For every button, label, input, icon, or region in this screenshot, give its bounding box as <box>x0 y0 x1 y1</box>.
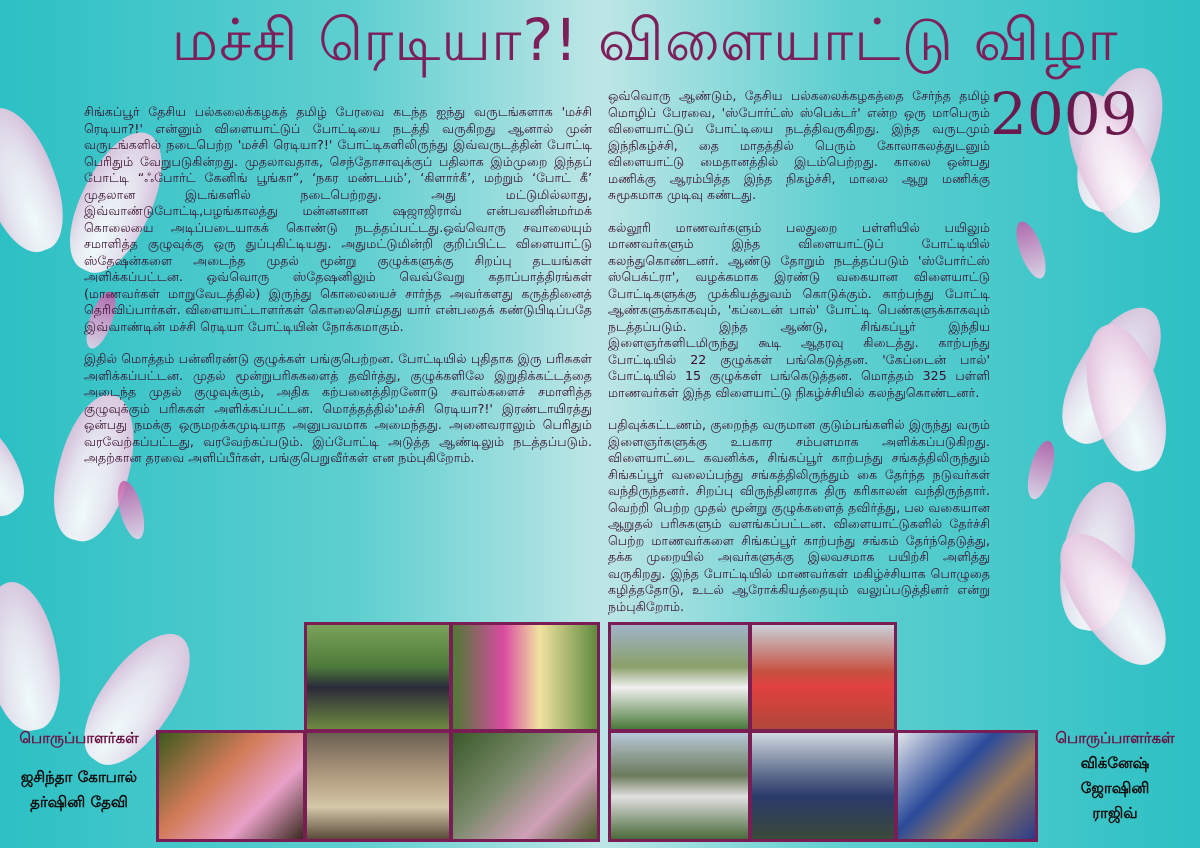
costume-photo <box>450 622 600 732</box>
right-credit-name-1: விக்னேஷ் <box>1080 754 1150 772</box>
right-paragraph-1: ஒவ்வொரு ஆண்டும், தேசிய பல்கலைக்கழகத்தை சேர்ந்த தமிழ் மொழிப் பேரவை, 'ஸ்போர்ட்ஸ் ஸ்பெக்டர்' என்ற ஒரு மாபெரும் விளையாட்டுப் போட்டியை நடத்திவருகிறது. இந்த வருடமும் இந்நிகழ்ச்சி, தை மாதத்தில் பெரும் கோலாகலத்துடனும் விளையாட்டு மைதானத்தில் இடம்பெற்றது. காலை ஒன்பது மணிக்கு ஆரம்பித்த இந்த நிகழ்ச்சி, மாலை ஆறு மணிக்கு சுமூகமாக முடிவு கண்டது. <box>608 88 990 202</box>
left-paragraph-2: இதில் மொத்தம் பன்னிரண்டு குழுக்கள் பங்குபெற்றன. போட்டியில் புதிதாக இரு பரிசுகள் அளிக்கப்பட்டன. முதல் மூன்றுபரிசுகளைத் தவிர்த்து, குழுக்களிலே இறுதிக்கட்டத்தை அடைந்த முதல் குழுவுக்கும், அதிக கற்பனைத்திறனோடு சவால்களைச் சமாளித்த குழுவுக்கும் பரிசுகள் அளிக்கப்பட்டன. மொத்தத்தில்'மச்சி ரெடியா?!' இரண்டாயிரத்து ஒன்பது நமக்கு ஒருமறக்கமுடியாத அனுபவமாக அமைந்தது. அனைவராலும் பெரிதும் வரவேற்கப்பட்டது, வரவேற்கப்படும். இப்போட்டி அடுத்த ஆண்டிலும் நடத்தப்படும். அதற்கான தரவை அளிப்பீர்கள், பங்குபெறுவீர்கள் என நம்புகிறோம். <box>84 351 592 465</box>
right-article-column <box>608 88 990 631</box>
left-paragraph-1: சிங்கப்பூர் தேசிய பல்கலைக்கழகத் தமிழ் பேரவை கடந்த ஐந்து வருடங்களாக 'மச்சி ரெடியா?!' என்னும் விளையாட்டுப் போட்டியை நடத்தி வருகிறது ஆனால் முன் வருடங்களில் நடைபெற்ற 'மச்சி ரெடியா?!' போட்டிகளிலிருந்து இவ்வருடத்தின் போட்டி பெரிதும் வேறுபடுகின்றது. முதலாவதாக, செந்தோசாவுக்குப் பதிலாக இம்முறை இந்தப் போட்டி “ஃபோர்ட் கேனிங் பூங்கா”, ‘நகர மண்டபம்’, ‘கிளார்கீ’, மற்றும் ‘போட் கீ’ முதலான இடங்களில் நடைபெற்றது. அது மட்டுமில்லாது, இவ்வாண்டுபோட்டி,பழங்காலத்து மன்னனான ஷஜாஜிராவ் என்பவனின்மர்மக் கொலையை அடிப்படையாகக் கொண்டு நடத்தப்பட்டது.ஒவ்வொரு சவாலையும் சமாளித்த குழுவுக்கு ஒரு துப்புகிட்டியது. அதுமட்டுமின்றி குறிப்பிட்ட விளையாட்டு ஸ்தேஷன்களை அடைந்த முதல் மூன்று குழுக்களுக்கு சிறப்பு தடயங்கள் அளிக்கப்பட்டன. ஒவ்வொரு ஸ்தேஷனிலும் வெவ்வேறு கதாப்பாத்திரங்கள் (மாணவர்கள் மாறுவேடத்தில்) இருந்து கொலையைச் சார்ந்த அவர்களது கருத்தினைத் தெரிவிப்பார்கள். விளையாட்டாளர்கள் கொலைசெய்தது யார் என்பதைக் கண்டுபிடிப்பதே இவ்வாண்டின் மச்சி ரெடியா போட்டியின் நோக்கமாகும். <box>84 104 592 334</box>
right-credits-heading: பொருப்பாளர்கள் <box>1055 729 1175 747</box>
left-credit-name-2: தர்ஷினி தேவி <box>30 793 128 811</box>
steps-photo <box>304 730 452 842</box>
team-field-photo <box>608 730 751 842</box>
trophy-team-photo <box>749 622 897 732</box>
left-credits <box>4 726 154 815</box>
left-credit-name-1: ஜசிந்தா கோபால் <box>20 768 138 786</box>
crowd-seated-photo <box>749 730 897 842</box>
right-credit-name-2: ஜோஷினி <box>1080 779 1150 797</box>
award-photo <box>608 622 751 732</box>
page-title: மச்சி ரெடியா?! விளையாட்டு விழா <box>171 6 1119 74</box>
right-paragraph-2: கல்லூரி மாணவர்களும் பலதுறை பள்ளியில் பயிலும் மாணவர்களும் இந்த விளையாட்டுப் போட்டியில் கலந்துகொண்டனர். ஆண்டு தோறும் நடத்தப்படும் 'ஸ்போர்ட்ஸ் ஸ்பெக்ட்ரா', வழக்கமாக இரண்டு வகையான விளையாட்டு போட்டிகளுக்கு முக்கியத்துவம் கொடுக்கும். காற்பந்து போட்டி ஆண்களுக்காகவும், 'கப்டைன் பால்' போட்டி பெண்களுக்காகவும் நடத்தப்படும். இந்த ஆண்டு, சிங்கப்பூர் இந்திய இளைஞர்களிடமிருந்து கூடி ஆதரவு கிடைத்து. காற்பந்து போட்டியில் 22 குழுக்கள் பங்கெடுத்தன. 'கேப்டைன் பால்' போட்டியில் 15 குழுக்கள் பங்கெடுத்தன. மொத்தம் 325 பள்ளி மாணவர்கள் இந்த விளையாட்டு நிகழ்ச்சியில் கலந்துகொண்டனர். <box>608 219 990 400</box>
right-credit-name-3: ராஜிவ் <box>1092 804 1138 822</box>
girls-portrait-photo <box>156 730 306 842</box>
outdoor-photo <box>450 730 600 842</box>
left-article-column <box>84 104 592 483</box>
organisers-photo <box>895 730 1038 842</box>
group-photo-park <box>304 622 452 732</box>
left-credits-heading: பொருப்பாளர்கள் <box>19 729 139 747</box>
right-paragraph-3: பதிவுக்கட்டணம், குறைந்த வருமான குடும்பங்களில் இருந்து வரும் இளைஞர்களுக்கு உபகார சம்பளமாக அளிக்கப்படுகிறது. விளையாட்டை கவனிக்க, சிங்கப்பூர் காற்பந்து சங்கத்திலிருந்தும் சிங்கப்பூர் வலைப்பந்து சங்கத்திலிருந்தும் கை தேர்ந்த நடுவர்கள் வந்திருந்தனர். சிறப்பு விருந்தினராக திரு கரிகாலன் வந்திருந்தார். வெற்றி பெற்ற முதல் மூன்று குழுக்களைத் தவிர்த்து, பல வகையான ஆறுதல் பரிசுகளும் வளங்கப்பட்டன. விளையாட்டுகளில் தேர்ச்சி பெற்ற மாணவர்களை சிங்கப்பூர் காற்பந்து சங்கம் தேர்ந்தெடுத்து, தக்க முறையில் அவர்களுக்கு இலவசமாக பயிற்சி அளித்து வருகிறது. இந்த போட்டியில் மாணவர்கள் மகிழ்ச்சியாக பொழுதை கழித்ததோடு, உடல் ஆரோக்கியத்தையும் வலுப்படுத்தினர் என்று நம்புகிறோம். <box>608 417 990 614</box>
year-label: 2009 <box>990 80 1138 148</box>
right-credits <box>1040 726 1190 826</box>
